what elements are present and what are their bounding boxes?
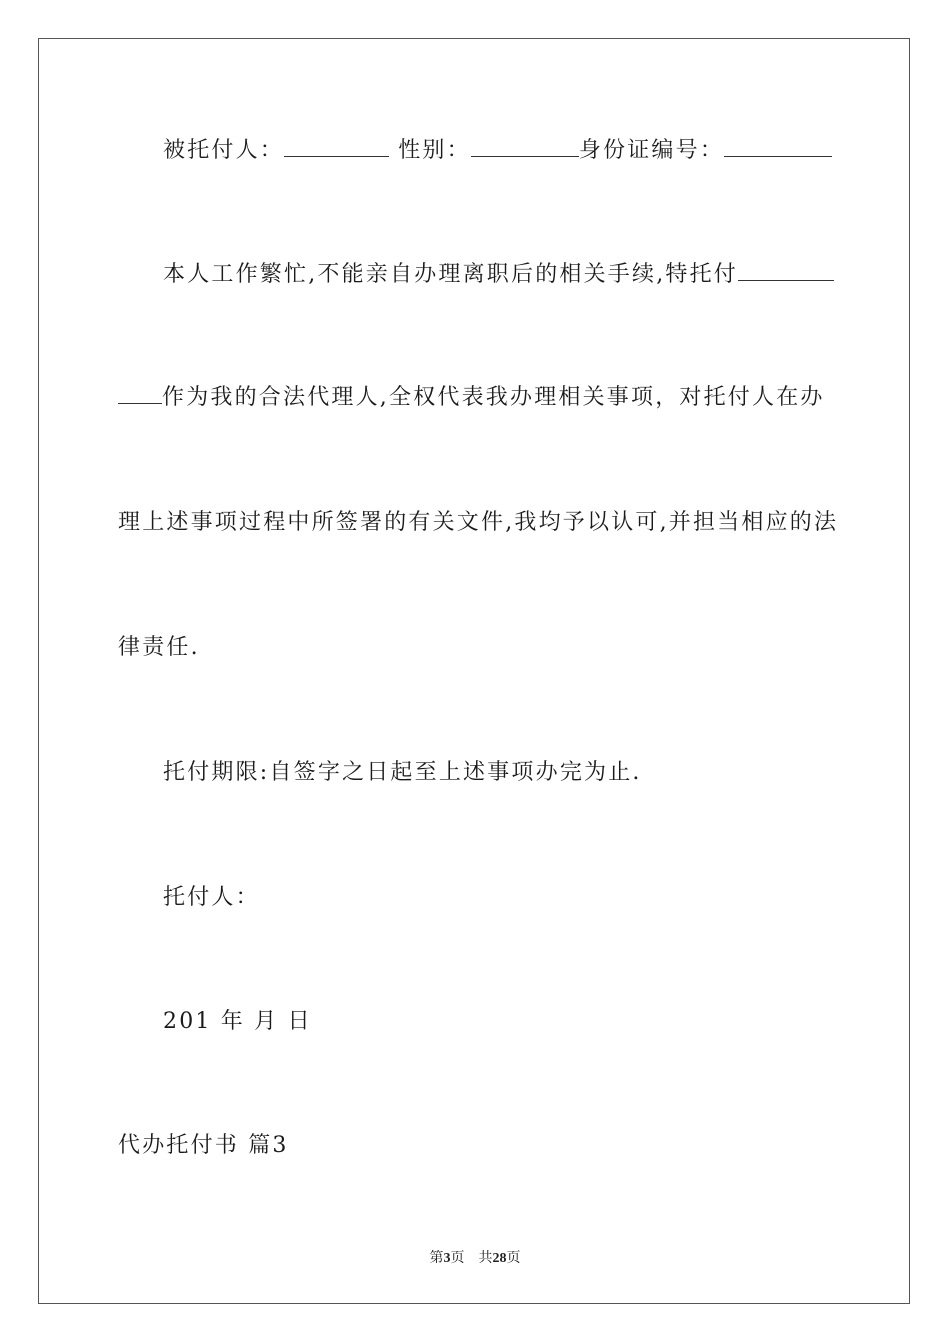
page-border [38,38,910,1304]
gender-blank[interactable] [471,138,579,157]
section-heading [118,1131,834,1161]
date-text: 201 年 月 日 [163,1009,312,1034]
total-prefix: 共 [478,1251,493,1266]
page-number: 3 [443,1251,451,1266]
total-suffix: 页 [506,1251,521,1266]
page-footer [0,1247,950,1267]
id-number-label: 身份证编号： [578,138,725,163]
body-line [118,633,834,663]
agent-info-line [163,136,834,166]
section-title: 代办托付书 篇3 [118,1133,289,1158]
body-text: 律责任. [118,635,200,660]
agent-name-label: 被托付人： [163,138,285,163]
entrusted-person-blank[interactable] [738,262,834,281]
gender-label: 性别： [398,138,471,163]
total-pages: 28 [492,1251,507,1266]
id-number-blank[interactable] [724,138,832,157]
body-text: 本人工作繁忙,不能亲自办理离职后的相关手续,特托付 [163,262,738,287]
body-text: 理上述事项过程中所签署的有关文件,我均予以认可,并担当相应的法 [118,510,839,535]
body-line [163,260,834,290]
body-line [118,383,834,413]
entrusted-person-blank-cont[interactable] [118,385,162,404]
principal-signature-line [163,883,834,913]
date-line [163,1007,834,1037]
body-line [118,508,839,538]
page-prefix: 第 [429,1251,444,1266]
page-suffix: 页 [450,1251,465,1266]
body-text: 作为我的合法代理人,全权代表我办理相关事项，对托付人在办 [162,385,825,410]
agent-name-blank[interactable] [284,138,389,157]
principal-label: 托付人： [163,885,260,910]
term-text: 托付期限:自签字之日起至上述事项办完为止. [163,760,642,785]
term-line [163,758,834,788]
